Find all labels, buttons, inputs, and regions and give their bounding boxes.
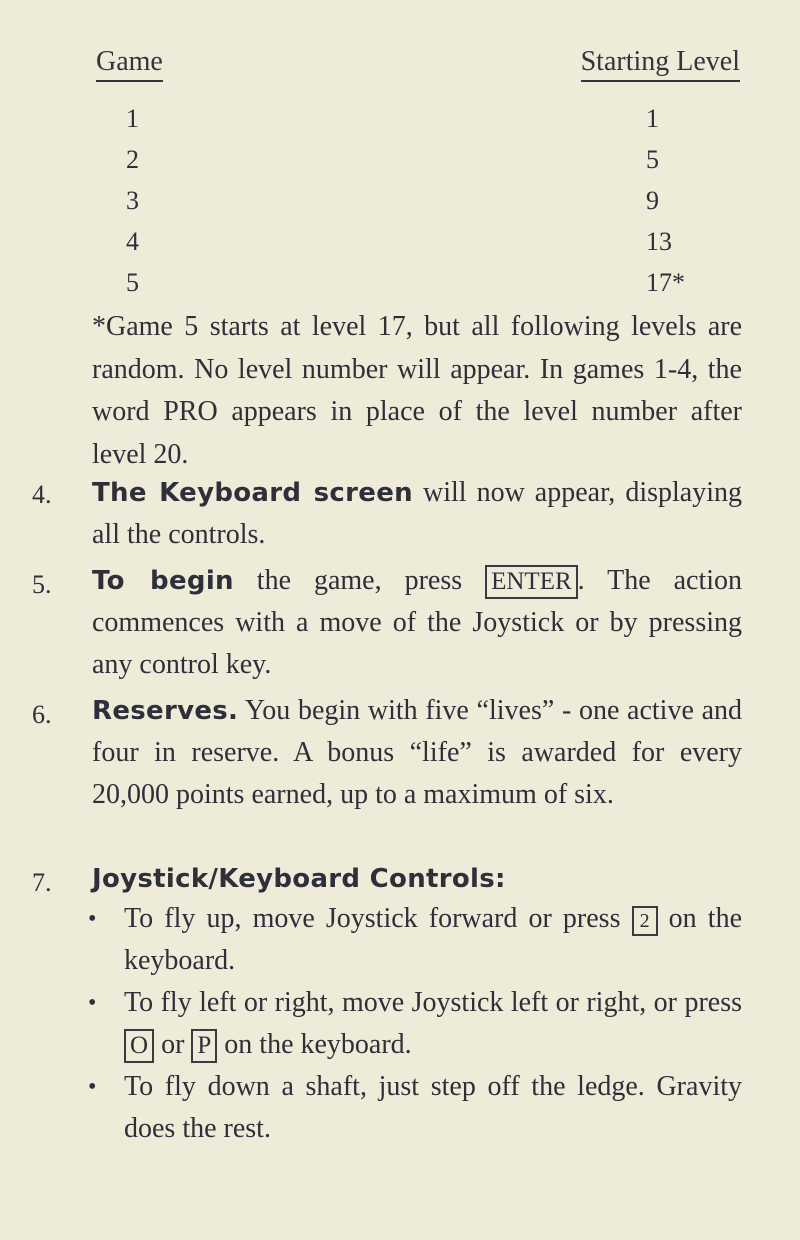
- game-cell: 1: [126, 104, 139, 133]
- key-o: O: [124, 1029, 154, 1063]
- table-header-game: Game: [96, 46, 163, 82]
- list-item-text: To fly left or right, move Joystick left or right, or press O or P on the keyboard.: [124, 982, 742, 1066]
- bullet-icon: •: [88, 906, 97, 932]
- level-cell: 9: [646, 186, 659, 215]
- step-number: 7.: [32, 868, 52, 897]
- table-row: [0, 145, 800, 186]
- bullet-icon: •: [88, 1074, 97, 1100]
- key-2: 2: [632, 906, 658, 936]
- step-number: 4.: [32, 480, 52, 509]
- step-heading: The Keyboard screen: [92, 478, 413, 508]
- step-reserves: [92, 690, 742, 816]
- game-cell: 4: [126, 227, 139, 256]
- step-text: . The action commences with a move of the Joystick or by pressing any control key.: [92, 565, 743, 680]
- game-cell: 5: [126, 268, 139, 297]
- list-item-text: To fly up, move Joystick forward or press 2 on the keyboard.: [124, 903, 742, 976]
- step-controls: [92, 858, 742, 900]
- step-number: 6.: [32, 700, 52, 729]
- game-cell: 2: [126, 145, 139, 174]
- step-keyboard-screen: [92, 472, 742, 556]
- level-cell: 1: [646, 104, 659, 133]
- list-item-text: To fly down a shaft, just step off the ledge. Gravity does the rest.: [124, 1071, 742, 1144]
- table-header-starting-level: Starting Level: [581, 46, 740, 82]
- level-cell: 17*: [646, 268, 685, 297]
- table-row: [0, 186, 800, 227]
- bullet-icon: •: [88, 990, 97, 1016]
- level-footnote: *Game 5 starts at level 17, but all following levels are random. No level number will appear. In games 1-4, the word PRO appears in place of the level number after level 20.: [92, 311, 742, 470]
- table-row: [0, 104, 800, 145]
- table-row: [0, 227, 800, 268]
- level-cell: 13: [646, 227, 672, 256]
- list-item: [88, 982, 742, 1066]
- level-table: [0, 104, 800, 309]
- enter-key: ENTER: [485, 565, 578, 599]
- key-p: P: [191, 1029, 217, 1063]
- step-text: the game, press: [233, 565, 486, 596]
- level-cell: 5: [646, 145, 659, 174]
- game-cell: 3: [126, 186, 139, 215]
- table-row: [0, 268, 800, 309]
- step-heading: Joystick/Keyboard Controls:: [92, 864, 506, 894]
- list-item: [88, 1066, 742, 1150]
- step-text: You begin with five “lives” - one active and four in reserve. A bonus “life” is awarded for every 20,000 points earned, up to a maximum of six.: [92, 695, 742, 810]
- step-number: 5.: [32, 570, 52, 599]
- step-to-begin: [92, 560, 742, 686]
- list-item: [88, 898, 742, 982]
- step-text: will now appear, displaying all the controls.: [92, 477, 742, 550]
- step-heading: Reserves.: [92, 696, 239, 726]
- step-heading: To begin: [92, 566, 234, 596]
